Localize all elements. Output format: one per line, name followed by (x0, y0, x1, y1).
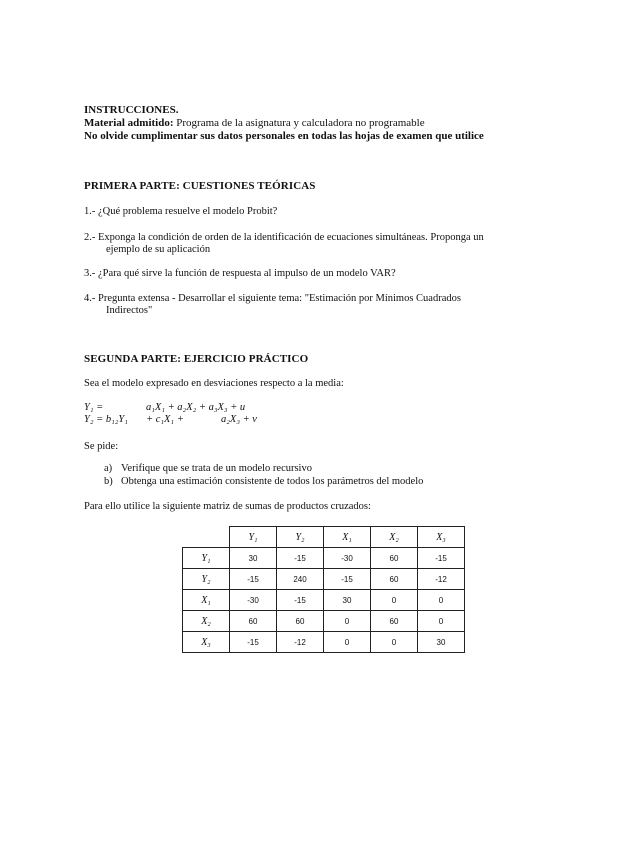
question-3: 3.- ¿Para qué sirve la función de respuesta al impulso de un modelo VAR? (84, 268, 396, 279)
equation-2-rhs: a₂X₃ + v (221, 414, 257, 425)
matrix-cell: -15 (324, 569, 371, 590)
item-b-letter: b) (104, 476, 113, 487)
matrix-row-header: X₃ (183, 632, 230, 653)
matrix-cell: -15 (230, 569, 277, 590)
equation-2-mid: + c₁X₁ + (146, 414, 184, 425)
matrix-cell: -15 (418, 548, 465, 569)
matrix-header-row (183, 527, 465, 548)
matrix-cell: 60 (371, 611, 418, 632)
part2-heading: SEGUNDA PARTE: EJERCICIO PRÁCTICO (84, 353, 309, 365)
matrix-row-header: Y₂ (183, 569, 230, 590)
equation-1-rhs: a₁X₁ + a₂X₂ + a₃X₃ + u (146, 402, 246, 413)
equation-2-lhs: Y₂ = b₁₂Y₁ (84, 414, 128, 425)
matrix-corner (183, 527, 230, 548)
matrix-row (183, 569, 465, 590)
matrix-row (183, 632, 465, 653)
matrix-row-header: Y₁ (183, 548, 230, 569)
matrix-col-header: X₃ (418, 527, 465, 548)
material-text: Programa de la asignatura y calculadora no programable (176, 117, 425, 129)
matrix-cell: 0 (418, 611, 465, 632)
matrix-col-header: X₁ (324, 527, 371, 548)
matrix-cell: 0 (371, 590, 418, 611)
matrix-cell: -30 (230, 590, 277, 611)
matrix-col-header: Y₁ (230, 527, 277, 548)
instructions-title: INSTRUCCIONES. (84, 104, 179, 116)
question-2-line1: 2.- Exponga la condición de orden de la identificación de ecuaciones simultáneas. Proponga un (84, 232, 484, 243)
matrix-cell: -15 (277, 548, 324, 569)
matrix-row (183, 611, 465, 632)
matrix-cell: 60 (371, 548, 418, 569)
matrix-cell: -15 (230, 632, 277, 653)
matrix-cell: 30 (324, 590, 371, 611)
matrix-cell: -30 (324, 548, 371, 569)
reminder-text: No olvide cumplimentar sus datos personales en todas las hojas de examen que utilice (84, 130, 484, 142)
equation-1-lhs: Y₁ = (84, 402, 104, 413)
question-2-line2: ejemplo de su aplicación (106, 244, 211, 255)
matrix-row (183, 548, 465, 569)
se-pide-label: Se pide: (84, 441, 119, 452)
matrix-col-header: Y₂ (277, 527, 324, 548)
matrix-cell: 60 (371, 569, 418, 590)
matrix-cell: 0 (371, 632, 418, 653)
matrix-cell: 30 (230, 548, 277, 569)
matrix-cell: -12 (418, 569, 465, 590)
part1-heading: PRIMERA PARTE: CUESTIONES TEÓRICAS (84, 180, 316, 192)
matrix-row-header: X₂ (183, 611, 230, 632)
cross-products-matrix (182, 526, 465, 653)
question-4-line2: Indirectos" (106, 305, 153, 316)
matrix-cell: -15 (277, 590, 324, 611)
matrix-cell: 0 (324, 611, 371, 632)
matrix-cell: 0 (418, 590, 465, 611)
matrix-cell: -12 (277, 632, 324, 653)
matrix-cell: 60 (277, 611, 324, 632)
question-4-line1: 4.- Pregunta extensa - Desarrollar el siguiente tema: "Estimación por Mínimos Cuadrados (84, 293, 461, 304)
matrix-cell: 0 (324, 632, 371, 653)
matrix-intro: Para ello utilice la siguiente matriz de sumas de productos cruzados: (84, 501, 371, 512)
question-1: 1.- ¿Qué problema resuelve el modelo Probit? (84, 206, 278, 217)
matrix-cell: 30 (418, 632, 465, 653)
model-intro: Sea el modelo expresado en desviaciones respecto a la media: (84, 378, 344, 389)
matrix-row (183, 590, 465, 611)
matrix-cell: 240 (277, 569, 324, 590)
matrix-col-header: X₂ (371, 527, 418, 548)
item-a-letter: a) (104, 463, 113, 474)
material-line (84, 117, 425, 129)
item-a-text: Verifique que se trata de un modelo recursivo (121, 463, 312, 474)
matrix-row-header: X₁ (183, 590, 230, 611)
material-label: Material admitido: (84, 117, 174, 129)
matrix-cell: 60 (230, 611, 277, 632)
item-b-text: Obtenga una estimación consistente de todos los parámetros del modelo (121, 476, 424, 487)
